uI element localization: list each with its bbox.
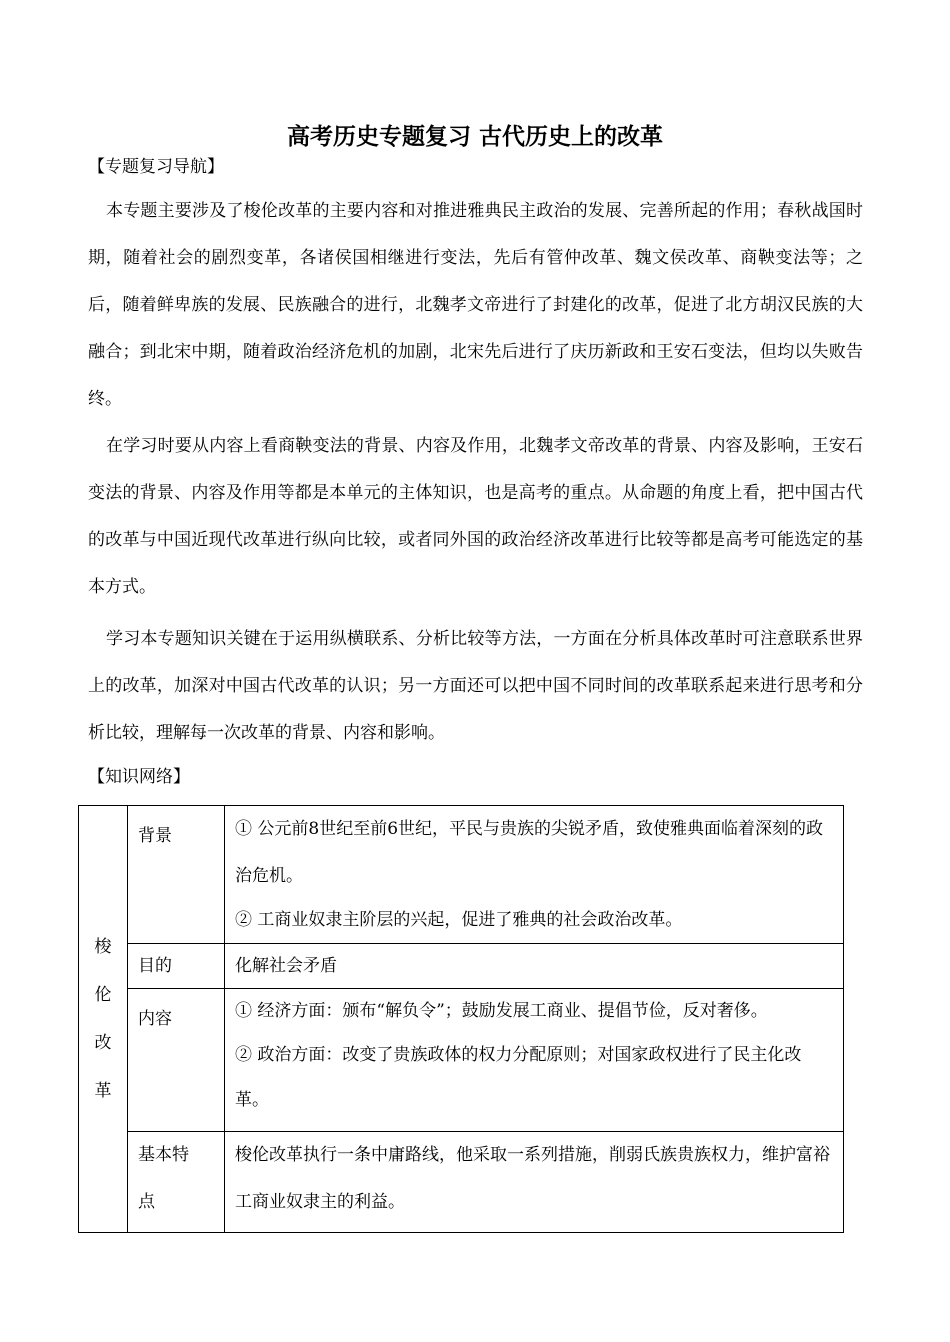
reform-name: 梭伦改革: [94, 937, 112, 1101]
background-point-1: ① 公元前8世纪至前6世纪，平民与贵族的尖锐矛盾，致使雅典面临着深刻的政治危机。: [235, 819, 824, 886]
table-row: [79, 1132, 844, 1233]
reform-name-cell: [79, 806, 128, 1233]
content-point-1: ① 经济方面：颁布“解负令”；鼓励发展工商业、提倡节俭，反对奢侈。: [235, 1001, 768, 1021]
row-label-cell: [128, 806, 225, 944]
row-label-purpose: 目的: [138, 956, 172, 976]
row-label-cell: [128, 944, 225, 989]
row-content-cell: [225, 806, 844, 944]
row-label-content: 内容: [138, 1009, 172, 1029]
paragraph-1: 本专题主要涉及了梭伦改革的主要内容和对推进雅典民主政治的发展、完善所起的作用；春秋战国时期，随着社会的剧烈变革，各诸侯国相继进行变法，先后有管仲改革、魏文侯改革、商鞅变法等；之后，随着鲜卑族的发展、民族融合的进行，北魏孝文帝进行了封建化的改革，促进了北方胡汉民族的大融合；到北宋中期，随着政治经济危机的加剧，北宋先后进行了庆历新政和王安石变法，但均以失败告终。: [88, 201, 863, 409]
section-heading-network: 【知识网络】: [88, 767, 190, 787]
table-row: [79, 806, 844, 944]
knowledge-network-table: [78, 805, 844, 1233]
paragraph-2: 在学习时要从内容上看商鞅变法的背景、内容及作用，北魏孝文帝改革的背景、内容及影响，王安石变法的背景、内容及作用等都是本单元的主体知识，也是高考的重点。从命题的角度上看，把中国古代的改革与中国近现代改革进行纵向比较，或者同外国的政治经济改革进行比较等都是高考可能选定的基本方式。: [88, 436, 863, 597]
row-content-cell: [225, 944, 844, 989]
content-point-2: ② 政治方面：改变了贵族政体的权力分配原则；对国家政权进行了民主化改革。: [235, 1045, 802, 1110]
paragraph-3: 学习本专题知识关键在于运用纵横联系、分析比较等方法，一方面在分析具体改革时可注意联系世界上的改革，加深对中国古代改革的认识；另一方面还可以把中国不同时间的改革联系起来进行思考和分析比较，理解每一次改革的背景、内容和影响。: [88, 629, 863, 743]
row-label-features: 基本特点: [138, 1145, 189, 1212]
background-point-2: ② 工商业奴隶主阶层的兴起，促进了雅典的社会政治改革。: [235, 910, 683, 930]
section-heading-nav: 【专题复习导航】: [88, 157, 224, 177]
purpose-text: 化解社会矛盾: [235, 956, 337, 976]
row-label-cell: [128, 989, 225, 1132]
row-content-cell: [225, 989, 844, 1132]
row-label-cell: [128, 1132, 225, 1233]
table-row: [79, 944, 844, 989]
row-content-cell: [225, 1132, 844, 1233]
features-text: 梭伦改革执行一条中庸路线，他采取一系列措施，削弱氏族贵族权力，维护富裕工商业奴隶主的利益。: [235, 1145, 830, 1212]
row-label-background: 背景: [138, 826, 172, 846]
page-title: 高考历史专题复习 古代历史上的改革: [286, 123, 663, 150]
table-row: [79, 989, 844, 1132]
